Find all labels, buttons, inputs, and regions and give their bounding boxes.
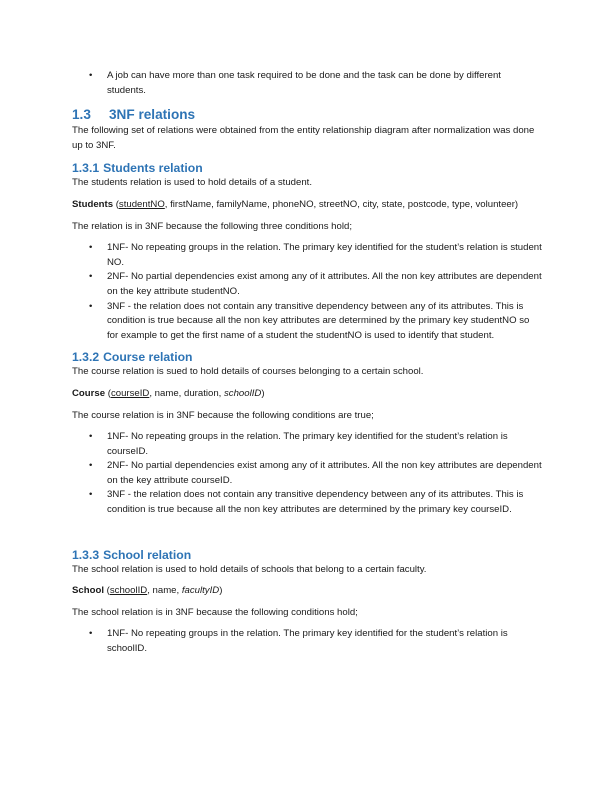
list-item: • 1NF- No repeating groups in the relation. The primary key identified for the student’s relation is schoolID.: [89, 628, 508, 655]
school-conditions: [72, 627, 542, 656]
course-lead: The course relation is in 3NF because the following conditions are true;: [72, 409, 374, 421]
section-intro: The following set of relations were obtained from the entity relationship diagram after normalization was done up to 3NF.: [72, 125, 535, 151]
bullet-icon: •: [89, 271, 93, 283]
bullet-icon: •: [89, 70, 93, 81]
primary-key: courseID: [110, 387, 150, 399]
section-heading-3nf: 1.3 3NF relations: [72, 107, 196, 123]
students-lead: The relation is in 3NF because the following three conditions hold;: [72, 220, 352, 232]
course-schema: Course (courseID, name, duration, schoolID): [72, 387, 265, 399]
course-heading: 1.3.2 Course relation: [72, 350, 193, 365]
intro-bullet-list: [72, 69, 542, 98]
bullet-icon: •: [89, 300, 93, 312]
students-heading: 1.3.1 Students relation: [72, 161, 203, 176]
bullet-icon: •: [89, 460, 93, 472]
primary-key: studentNO: [118, 198, 165, 210]
foreign-key: facultyID: [181, 585, 220, 597]
school-heading: 1.3.3 School relation: [72, 547, 192, 562]
list-item: • 1NF- No repeating groups in the relation. The primary key identified for the student’s relation is student NO.: [89, 242, 542, 268]
foreign-key: schoolID: [224, 387, 262, 399]
list-item: • 2NF- No partial dependencies exist among any of it attributes. All the non key attributes are dependent on the key attribute courseID.: [89, 460, 542, 486]
bullet-icon: •: [89, 628, 93, 640]
course-description: The course relation is sued to hold details of courses belonging to a certain school.: [72, 366, 424, 378]
list-item: • 3NF - the relation does not contain any transitive dependency between any of its attributes. This is condition is true because all the non key attributes are determined by the primary key studentNO so for example to get the first name of a student the studentNO is used to identify that student.: [89, 300, 530, 341]
list-item: • 1NF- No repeating groups in the relation. The primary key identified for the student’s relation is courseID.: [89, 431, 508, 457]
course-conditions: [72, 430, 542, 518]
students-schema: Students (studentNO, firstName, familyName, phoneNO, streetNO, city, state, postcode, type, volunteer): [72, 198, 519, 210]
school-schema: School (schoolID, name, facultyID): [72, 585, 223, 597]
bullet-icon: •: [89, 489, 93, 501]
school-description: The school relation is used to hold details of schools that belong to a certain faculty.: [72, 563, 427, 575]
primary-key: schoolID: [109, 585, 148, 597]
list-item: • 3NF - the relation does not contain any transitive dependency between any of its attributes. This is condition is true because all the non key attributes are determined by the primary key courseID.: [89, 489, 524, 516]
bullet-icon: •: [89, 431, 93, 443]
students-conditions: [72, 241, 542, 343]
list-item: • 2NF- No partial dependencies exist among any of it attributes. All the non key attributes are dependent on the key attribute studentNO.: [89, 271, 542, 297]
school-lead: The school relation is in 3NF because the following conditions hold;: [72, 606, 358, 618]
page-content: [72, 69, 542, 657]
bullet-icon: •: [89, 242, 93, 254]
students-description: The students relation is used to hold details of a student.: [72, 177, 312, 189]
list-item: • A job can have more than one task required to be done and the task can be done by different students.: [89, 70, 501, 96]
